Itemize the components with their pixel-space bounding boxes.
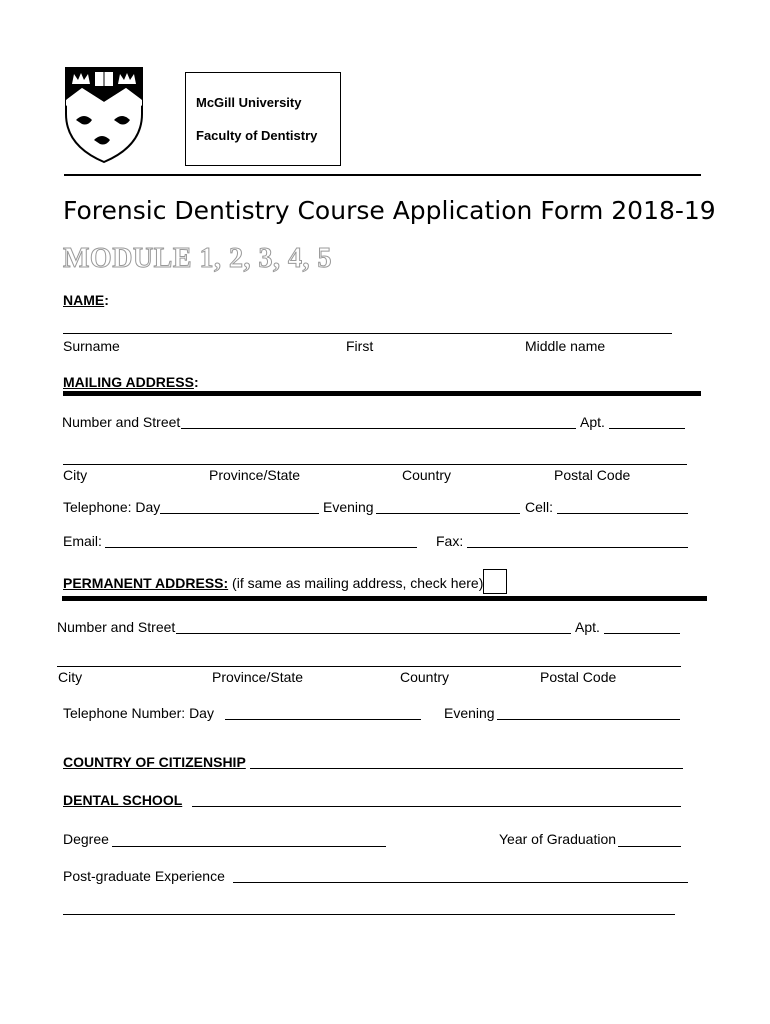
citizenship-input[interactable] bbox=[250, 768, 683, 769]
permanent-apt-input[interactable] bbox=[604, 633, 680, 634]
permanent-province-label: Province/State bbox=[212, 669, 304, 685]
permanent-evening-label: Evening bbox=[444, 705, 495, 721]
mcgill-crest-logo bbox=[64, 66, 144, 164]
mailing-province-label: Province/State bbox=[209, 467, 301, 483]
permanent-apt-label: Apt. bbox=[575, 619, 600, 635]
permanent-telephone-label: Telephone Number: Day bbox=[63, 705, 214, 721]
permanent-city-line[interactable] bbox=[57, 666, 681, 667]
mailing-street-input[interactable] bbox=[181, 428, 576, 429]
email-input[interactable] bbox=[105, 547, 417, 548]
surname-label: Surname bbox=[63, 338, 120, 354]
header-rule bbox=[64, 174, 701, 176]
telephone-day-input[interactable] bbox=[160, 513, 319, 514]
fax-input[interactable] bbox=[467, 547, 688, 548]
evening-label: Evening bbox=[323, 499, 374, 515]
permanent-postal-label: Postal Code bbox=[540, 669, 617, 685]
university-name: McGill University bbox=[196, 95, 302, 110]
mailing-rule bbox=[63, 391, 701, 396]
name-input-line[interactable] bbox=[63, 333, 672, 334]
permanent-evening-input[interactable] bbox=[497, 719, 680, 720]
permanent-city-label: City bbox=[58, 669, 83, 685]
name-heading: NAME: bbox=[63, 292, 109, 308]
same-address-checkbox[interactable] bbox=[483, 569, 507, 594]
degree-label: Degree bbox=[63, 831, 109, 847]
cell-input[interactable] bbox=[557, 513, 688, 514]
form-title: Forensic Dentistry Course Application Form 2018-19 bbox=[63, 196, 716, 225]
mailing-street-label: Number and Street bbox=[62, 414, 181, 430]
graduation-year-input[interactable] bbox=[618, 846, 681, 847]
fax-label: Fax: bbox=[436, 533, 464, 549]
graduation-year-label: Year of Graduation bbox=[499, 831, 617, 847]
permanent-rule bbox=[62, 596, 707, 601]
postgrad-input[interactable] bbox=[233, 882, 688, 883]
citizenship-label: COUNTRY OF CITIZENSHIP bbox=[63, 754, 246, 770]
dental-school-input[interactable] bbox=[192, 806, 681, 807]
mailing-city-line[interactable] bbox=[63, 464, 687, 465]
postgrad-label: Post-graduate Experience bbox=[63, 868, 225, 884]
module-subtitle: MODULE 1, 2, 3, 4, 5 bbox=[63, 243, 332, 274]
institution-box bbox=[185, 72, 341, 166]
permanent-address-heading: PERMANENT ADDRESS: (if same as mailing address, check here) bbox=[63, 575, 484, 591]
postgrad-input-extra[interactable] bbox=[63, 914, 675, 915]
mailing-apt-input[interactable] bbox=[609, 428, 685, 429]
faculty-name: Faculty of Dentistry bbox=[196, 128, 318, 143]
mailing-apt-label: Apt. bbox=[580, 414, 605, 430]
telephone-day-label: Telephone: Day bbox=[63, 499, 161, 515]
permanent-country-label: Country bbox=[400, 669, 450, 685]
permanent-telephone-input[interactable] bbox=[225, 719, 421, 720]
mailing-city-label: City bbox=[63, 467, 88, 483]
cell-label: Cell: bbox=[525, 499, 554, 515]
email-label: Email: bbox=[63, 533, 102, 549]
mailing-country-label: Country bbox=[402, 467, 452, 483]
first-name-label: First bbox=[346, 338, 374, 354]
permanent-street-label: Number and Street bbox=[57, 619, 176, 635]
evening-input[interactable] bbox=[376, 513, 520, 514]
mailing-postal-label: Postal Code bbox=[554, 467, 631, 483]
permanent-street-input[interactable] bbox=[176, 633, 571, 634]
degree-input[interactable] bbox=[112, 846, 386, 847]
mailing-address-heading: MAILING ADDRESS: bbox=[63, 374, 199, 390]
middle-name-label: Middle name bbox=[525, 338, 606, 354]
dental-school-label: DENTAL SCHOOL bbox=[63, 792, 183, 808]
